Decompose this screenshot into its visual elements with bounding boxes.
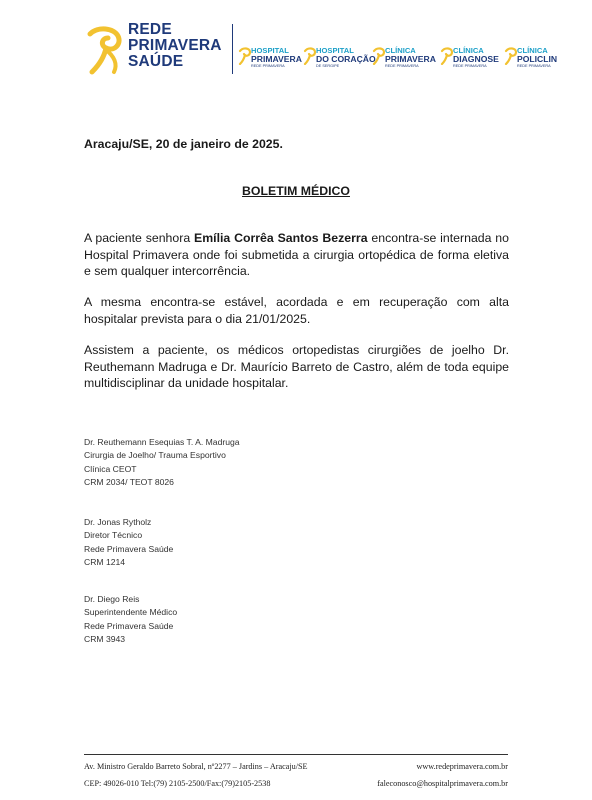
footer-divider — [84, 754, 508, 755]
flower-logo-icon — [303, 47, 317, 65]
brand-name: REDE PRIMAVERA SAÚDE — [128, 21, 222, 70]
signer-name: Dr. Jonas Rytholz — [84, 517, 152, 527]
signature-block — [84, 593, 177, 647]
footer-phones: CEP: 49026-010 Tel:(79) 2105-2500/Fax:(79)2105-2538 — [84, 779, 271, 788]
footer-website[interactable]: www.redeprimavera.com.br — [416, 762, 508, 771]
flower-logo-icon — [372, 47, 386, 65]
signer-role: Superintendente Médico — [84, 607, 178, 618]
header-divider — [232, 24, 233, 74]
signer-name: Dr. Reuthemann Esequias T. A. Madruga — [84, 437, 240, 447]
footer-address: Av. Ministro Geraldo Barreto Sobral, nº2277 – Jardins – Aracaju/SE — [84, 762, 308, 771]
signer-org: Rede Primavera Saúde — [84, 620, 174, 631]
flower-logo-icon — [84, 24, 128, 76]
signer-name: Dr. Diego Reis — [84, 594, 140, 604]
signer-crm: CRM 2034/ TEOT 8026 — [84, 477, 174, 488]
signature-block — [84, 516, 173, 570]
signature-block — [84, 436, 240, 490]
footer-email[interactable]: faleconosco@hospitalprimavera.com.br — [377, 779, 508, 788]
flower-logo-icon — [440, 47, 454, 65]
paragraph-patient-status: A paciente senhora Emília Corrêa Santos Bezerra encontra-se internada no Hospital Primavera onde foi submetida a cirurgia ortopédica de forma eletiva e sem qualquer intercorrência. — [84, 231, 509, 278]
rede-primavera-logo — [84, 20, 234, 78]
signer-crm: CRM 3943 — [84, 634, 126, 645]
letterhead: REDE PRIMAVERA SAÚDE HOSPITAL PRIMAVERA REDE PRIMAVERA HOSPITAL DO CORAÇÃO DE SERGIPE CLÍNICA PRIMAVERA REDE PRIMAVERA CLÍNICA DIAGNOSE REDE PRIMAVERA CLÍNICA POLICLIN REDE PRIMAVERA — [84, 18, 564, 80]
letter-title: BOLETIM MÉDICO — [242, 184, 350, 198]
signer-org: Rede Primavera Saúde — [84, 543, 174, 554]
patient-name: Emília Corrêa Santos Bezerra — [194, 231, 368, 245]
letter-date: Aracaju/SE, 20 de janeiro de 2025. — [84, 137, 283, 151]
paragraph-medical-team: Assistem a paciente, os médicos ortopedistas cirurgiões de joelho Dr. Reuthemann Madruga e Dr. Maurício Barreto de Castro, além de toda equipe multidisciplinar da unidade hospitalar. — [84, 343, 509, 390]
flower-logo-icon — [504, 47, 518, 65]
signer-org: Clínica CEOT — [84, 463, 137, 474]
flower-logo-icon — [238, 47, 252, 65]
paragraph-discharge: A mesma encontra-se estável, acordada e em recuperação com alta hospitalar prevista para o dia 21/01/2025. — [84, 295, 509, 326]
signer-role: Cirurgia de Joelho/ Trauma Esportivo — [84, 450, 226, 461]
signer-crm: CRM 1214 — [84, 557, 126, 568]
signer-role: Diretor Técnico — [84, 530, 143, 541]
